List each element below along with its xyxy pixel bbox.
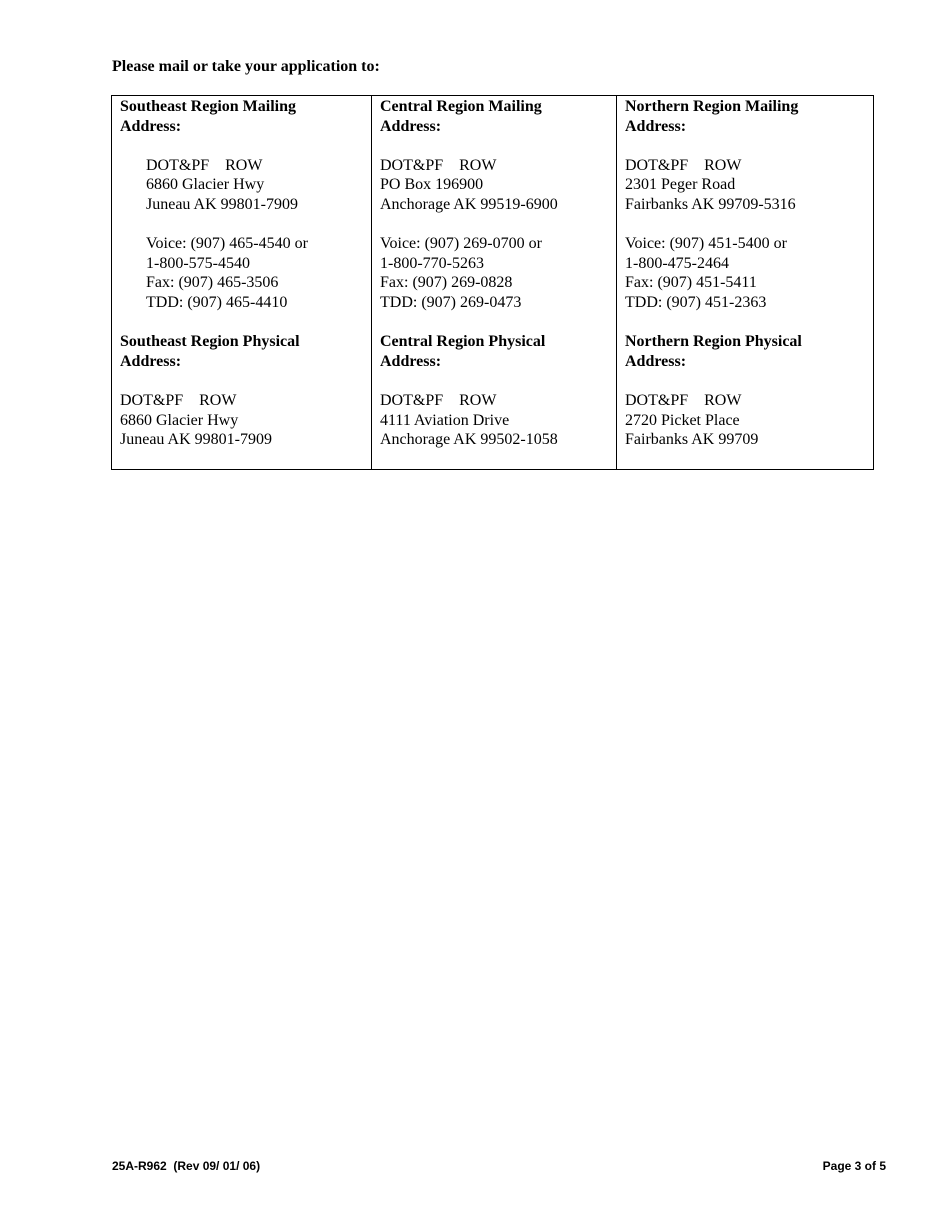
form-id: 25A-R962 (Rev 09/ 01/ 06) [112, 1159, 261, 1173]
toll-free-line: 1-800-770-5263 [380, 254, 484, 272]
central-mailing-label: Central Region Mailing Address: [380, 98, 542, 135]
fax-line: Fax: (907) 465-3506 [146, 274, 279, 292]
address-line: 4111 Aviation Drive [380, 411, 510, 429]
fax-line: Fax: (907) 451-5411 [625, 274, 757, 292]
northern-mailing-label: Northern Region Mailing Address: [625, 98, 799, 135]
central-region-column [371, 96, 616, 469]
page-number: Page 3 of 5 [822, 1159, 886, 1173]
tdd-line: TDD: (907) 451-2363 [625, 293, 767, 311]
voice-line: Voice: (907) 451-5400 or [625, 235, 787, 253]
address-line: Juneau AK 99801-7909 [120, 431, 272, 449]
address-line: DOT&PF ROW [625, 391, 742, 409]
address-line: 6860 Glacier Hwy [120, 411, 239, 429]
southeast-mailing-address [120, 156, 371, 215]
toll-free-line: 1-800-575-4540 [146, 254, 250, 272]
address-line: DOT&PF ROW [380, 391, 497, 409]
address-line: 2301 Peger Road [625, 176, 736, 194]
central-physical-label: Central Region Physical Address: [380, 333, 546, 370]
region-address-table [111, 95, 874, 470]
address-line: DOT&PF ROW [380, 156, 497, 174]
address-line: DOT&PF ROW [120, 391, 237, 409]
southeast-physical-address [120, 391, 371, 450]
fax-line: Fax: (907) 269-0828 [380, 274, 513, 292]
page-heading: Please mail or take your application to: [112, 58, 380, 75]
tdd-line: TDD: (907) 269-0473 [380, 293, 522, 311]
address-line: 6860 Glacier Hwy [146, 176, 265, 194]
address-line: Anchorage AK 99519-6900 [380, 195, 558, 213]
northern-physical-address [625, 391, 873, 450]
address-line: PO Box 196900 [380, 176, 484, 194]
toll-free-line: 1-800-475-2464 [625, 254, 729, 272]
address-line: DOT&PF ROW [146, 156, 263, 174]
central-contact [380, 234, 616, 312]
southeast-region-column [112, 96, 371, 469]
address-line: Anchorage AK 99502-1058 [380, 431, 558, 449]
northern-mailing-address [625, 156, 873, 215]
southeast-physical-label: Southeast Region Physical Address: [120, 333, 300, 370]
voice-line: Voice: (907) 269-0700 or [380, 235, 542, 253]
address-line: 2720 Picket Place [625, 411, 740, 429]
northern-region-column [616, 96, 873, 469]
tdd-line: TDD: (907) 465-4410 [146, 293, 288, 311]
voice-line: Voice: (907) 465-4540 or [146, 235, 308, 253]
southeast-mailing-label: Southeast Region Mailing Address: [120, 98, 297, 135]
northern-physical-label: Northern Region Physical Address: [625, 333, 802, 370]
address-line: Fairbanks AK 99709 [625, 431, 759, 449]
central-mailing-address [380, 156, 616, 215]
address-line: Fairbanks AK 99709-5316 [625, 195, 796, 213]
address-line: Juneau AK 99801-7909 [146, 195, 298, 213]
northern-contact [625, 234, 873, 312]
address-line: DOT&PF ROW [625, 156, 742, 174]
southeast-contact [120, 234, 371, 312]
central-physical-address [380, 391, 616, 450]
